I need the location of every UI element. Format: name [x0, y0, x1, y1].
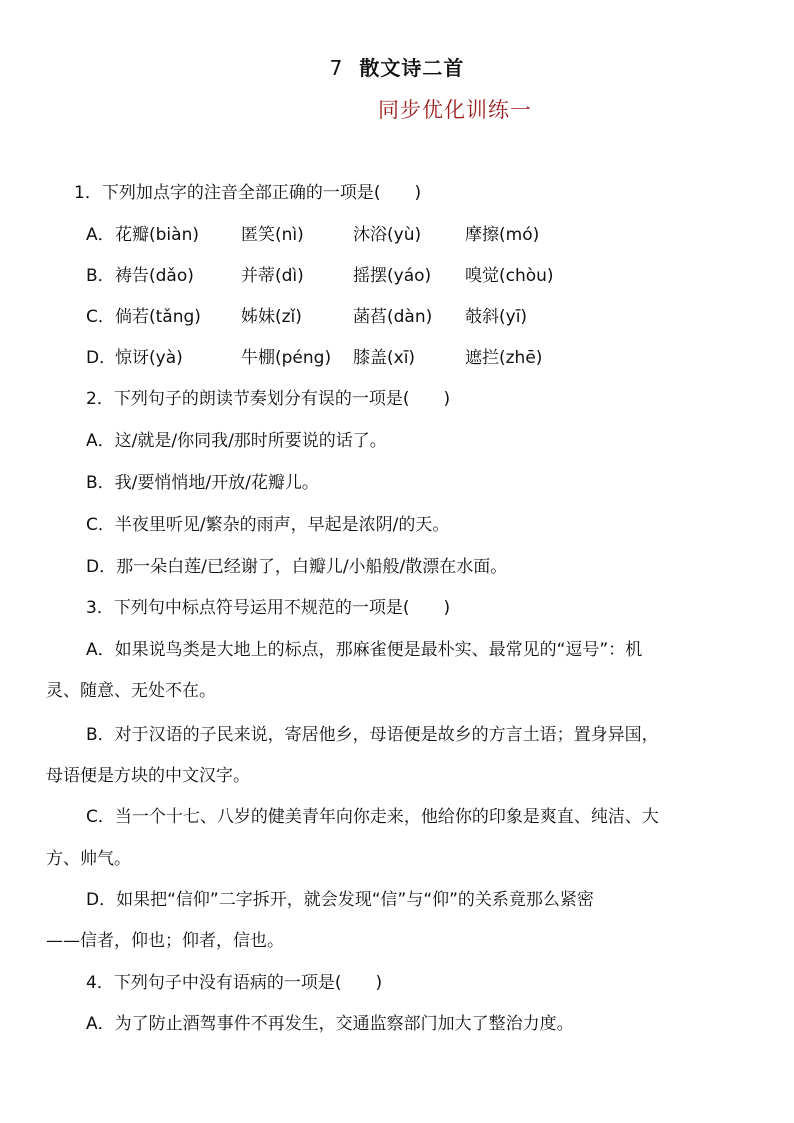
- q1-option-item: 摩擦(mó): [465, 225, 540, 245]
- q1-option-item: 攲斜(yī): [465, 307, 528, 327]
- q3-option: A．如果说鸟类是大地上的标点，那麻雀便是最朴实、最常见的“逗号”：机: [86, 640, 643, 660]
- question-1-stem: 1．下列加点字的注音全部正确的一项是( ): [74, 183, 422, 203]
- q1-option-item: 匿笑(nì): [241, 225, 304, 245]
- q1-option-letter: A．: [86, 225, 115, 245]
- q2-option: C．半夜里听见/繁杂的雨声，早起是浓阴/的天。: [86, 515, 450, 535]
- lesson-number: 7: [329, 56, 344, 80]
- q1-option-letter: B．: [86, 266, 115, 286]
- q1-option-item: 花瓣(biàn): [115, 225, 199, 245]
- q1-option-item: 姊妹(zǐ): [241, 307, 302, 327]
- q3-option-continuation: 方、帅气。: [46, 849, 131, 869]
- q1-option-item: 牛棚(péng): [241, 348, 332, 368]
- q1-option-item: 惊讶(yà): [115, 348, 183, 368]
- question-3-stem: 3．下列句中标点符号运用不规范的一项是( ): [86, 598, 451, 618]
- q1-option-item: 并蒂(dì): [241, 266, 304, 286]
- question-2-stem: 2．下列句子的朗读节奏划分有误的一项是( ): [86, 389, 451, 409]
- lesson-title: [0, 52, 794, 81]
- q1-option-item: 倘若(tǎng): [115, 307, 201, 327]
- exercise-subtitle: 同步优化训练一: [378, 98, 532, 122]
- lesson-title-text: 散文诗二首: [359, 56, 465, 80]
- q1-option-item: 摇摆(yáo): [353, 266, 432, 286]
- question-4-stem: 4．下列句子中没有语病的一项是( ): [86, 973, 383, 993]
- q2-option: A．这/就是/你同我/那时所要说的话了。: [86, 431, 387, 451]
- q1-option-letter: D．: [86, 348, 117, 368]
- q1-option-item: 菡萏(dàn): [353, 307, 433, 327]
- q3-option-continuation: 母语便是方块的中文汉字。: [46, 766, 250, 786]
- q3-option-continuation: ——信者，仰也；仰者，信也。: [46, 931, 284, 951]
- q1-option-item: 祷告(dǎo): [115, 266, 194, 286]
- q3-option: D．如果把“信仰”二字拆开，就会发现“信”与“仰”的关系竟那么紧密: [86, 890, 594, 910]
- q2-option: B．我/要悄悄地/开放/花瓣儿。: [86, 473, 319, 493]
- q1-option-letter: C．: [86, 307, 115, 327]
- q1-option-item: 沐浴(yù): [353, 225, 422, 245]
- q3-option: B．对于汉语的子民来说，寄居他乡，母语便是故乡的方言土语；置身异国，: [86, 725, 659, 745]
- q1-option-item: 嗅觉(chòu): [465, 266, 554, 286]
- q3-option: C．当一个十七、八岁的健美青年向你走来，他给你的印象是爽直、纯洁、大: [86, 807, 659, 827]
- q4-option: A．为了防止酒驾事件不再发生，交通监察部门加大了整治力度。: [86, 1014, 574, 1034]
- q2-option: D．那一朵白莲/已经谢了，白瓣儿/小船般/散漂在水面。: [86, 557, 508, 577]
- q1-option-item: 膝盖(xī): [353, 348, 416, 368]
- q1-option-item: 遮拦(zhē): [465, 348, 543, 368]
- q3-option-continuation: 灵、随意、无处不在。: [46, 681, 216, 701]
